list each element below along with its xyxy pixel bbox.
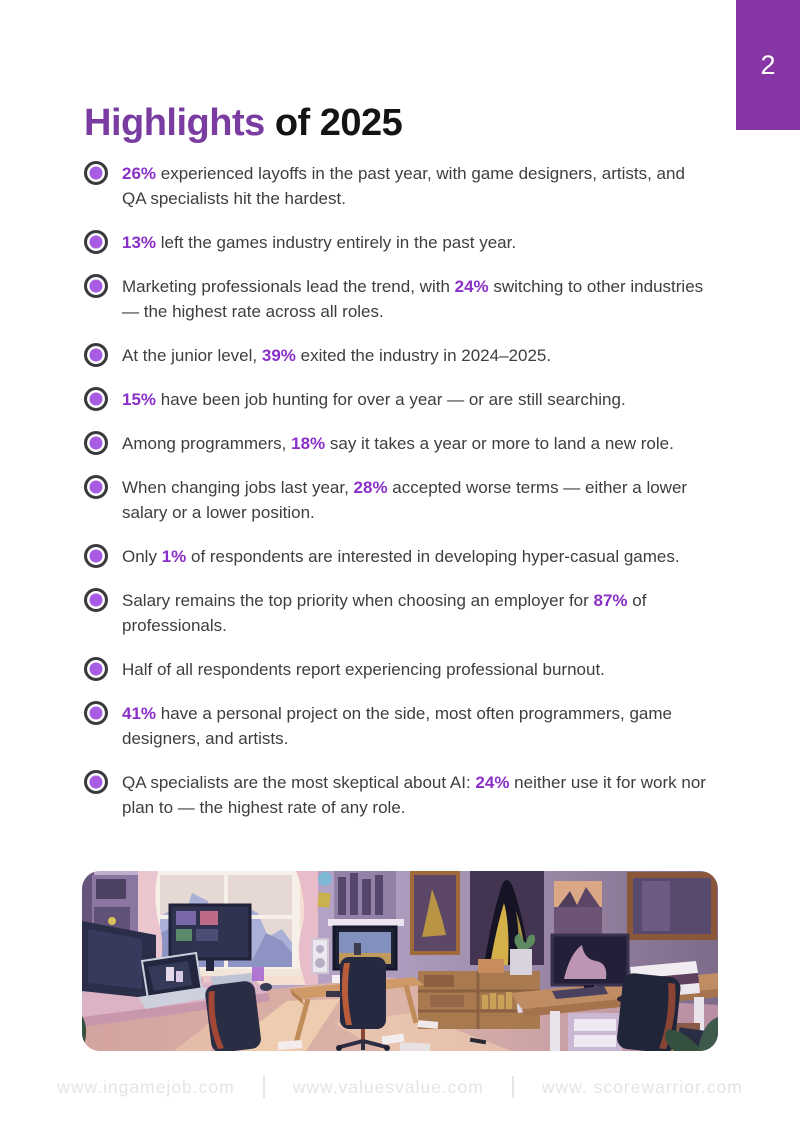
list-item — [84, 274, 718, 324]
list-item — [84, 343, 718, 368]
footer-divider — [512, 1076, 514, 1098]
stat-text: left the games industry entirely in the past year. — [156, 233, 517, 252]
page-number-badge — [736, 0, 800, 130]
list-item-text — [122, 230, 516, 255]
stat-text: Only — [122, 547, 162, 566]
bullet-icon — [84, 431, 108, 455]
list-item-text — [122, 588, 712, 638]
bullet-icon — [84, 770, 108, 794]
list-item-text — [122, 431, 674, 456]
stat-percentage: 18% — [291, 434, 326, 453]
bullet-icon — [84, 274, 108, 298]
list-item-text — [122, 387, 626, 412]
list-item-text — [122, 475, 712, 525]
stat-text: of respondents are interested in developing hyper-casual games. — [186, 547, 680, 566]
bullet-icon — [84, 343, 108, 367]
stat-percentage: 28% — [353, 478, 388, 497]
office-illustration-art — [82, 871, 718, 1051]
stat-text: neither use it for work nor plan to — the highest rate of any role. — [122, 773, 706, 817]
footer-links — [0, 1076, 800, 1098]
bullet-icon — [84, 588, 108, 612]
stat-text: have a personal project on the side, most often programmers, game designers, and artists. — [122, 704, 672, 748]
stat-text: exited the industry in 2024–2025. — [295, 346, 552, 365]
stat-text: Salary remains the top priority when choosing an employer for — [122, 591, 594, 610]
stat-text: switching to other industries — the highest rate across all roles. — [122, 277, 704, 321]
bullet-icon — [84, 230, 108, 254]
list-item — [84, 701, 718, 751]
bullet-icon — [84, 387, 108, 411]
list-item-text — [122, 657, 605, 682]
list-item — [84, 431, 718, 456]
list-item-text — [122, 274, 712, 324]
stat-text: QA specialists are the most skeptical about AI: — [122, 773, 476, 792]
bullet-icon — [84, 475, 108, 499]
stat-percentage: 41% — [122, 704, 157, 723]
page-title — [84, 101, 402, 145]
bullet-icon — [84, 544, 108, 568]
footer-divider — [263, 1076, 265, 1098]
stat-text: Half of all respondents report experiencing professional burnout. — [122, 660, 605, 679]
footer-link[interactable]: www. scorewarrior.com — [541, 1076, 743, 1097]
stat-percentage: 24% — [454, 277, 489, 296]
stat-text: Among programmers, — [122, 434, 292, 453]
footer-link[interactable]: www.valuesvalue.com — [292, 1076, 484, 1097]
list-item — [84, 230, 718, 255]
stat-text: say it takes a year or more to land a new role. — [325, 434, 674, 453]
bullet-icon — [84, 701, 108, 725]
stat-percentage: 26% — [122, 164, 157, 183]
stat-text: have been job hunting for over a year — or are still searching. — [156, 390, 626, 409]
list-item — [84, 387, 718, 412]
list-item — [84, 161, 718, 211]
stat-text: accepted worse terms — either a lower salary or a lower position. — [122, 478, 688, 522]
stat-percentage: 13% — [122, 233, 157, 252]
stat-text: Marketing professionals lead the trend, with — [122, 277, 455, 296]
stat-text: When changing jobs last year, — [122, 478, 354, 497]
list-item-text — [122, 161, 712, 211]
highlights-list — [84, 161, 718, 839]
bullet-icon — [84, 161, 108, 185]
stat-percentage: 39% — [261, 346, 296, 365]
stat-text: of professionals. — [122, 591, 647, 635]
stat-percentage: 87% — [593, 591, 628, 610]
stat-percentage: 1% — [161, 547, 187, 566]
bullet-icon — [84, 657, 108, 681]
stat-text: experienced layoffs in the past year, with game designers, artists, and QA specialists hit the hardest. — [122, 164, 685, 208]
list-item — [84, 588, 718, 638]
list-item-text — [122, 701, 712, 751]
list-item — [84, 475, 718, 525]
list-item — [84, 657, 718, 682]
stat-percentage: 24% — [475, 773, 510, 792]
list-item-text — [122, 770, 712, 820]
list-item-text — [122, 343, 551, 368]
office-illustration — [82, 871, 718, 1051]
page-title-highlighted: Highlights — [84, 102, 265, 145]
list-item — [84, 544, 718, 569]
footer-link[interactable]: www.ingamejob.com — [57, 1076, 235, 1097]
page-number: 2 — [760, 49, 776, 80]
stat-text: At the junior level, — [122, 346, 262, 365]
page-title-rest: of 2025 — [264, 102, 403, 145]
list-item — [84, 770, 718, 820]
stat-percentage: 15% — [122, 390, 157, 409]
list-item-text — [122, 544, 680, 569]
